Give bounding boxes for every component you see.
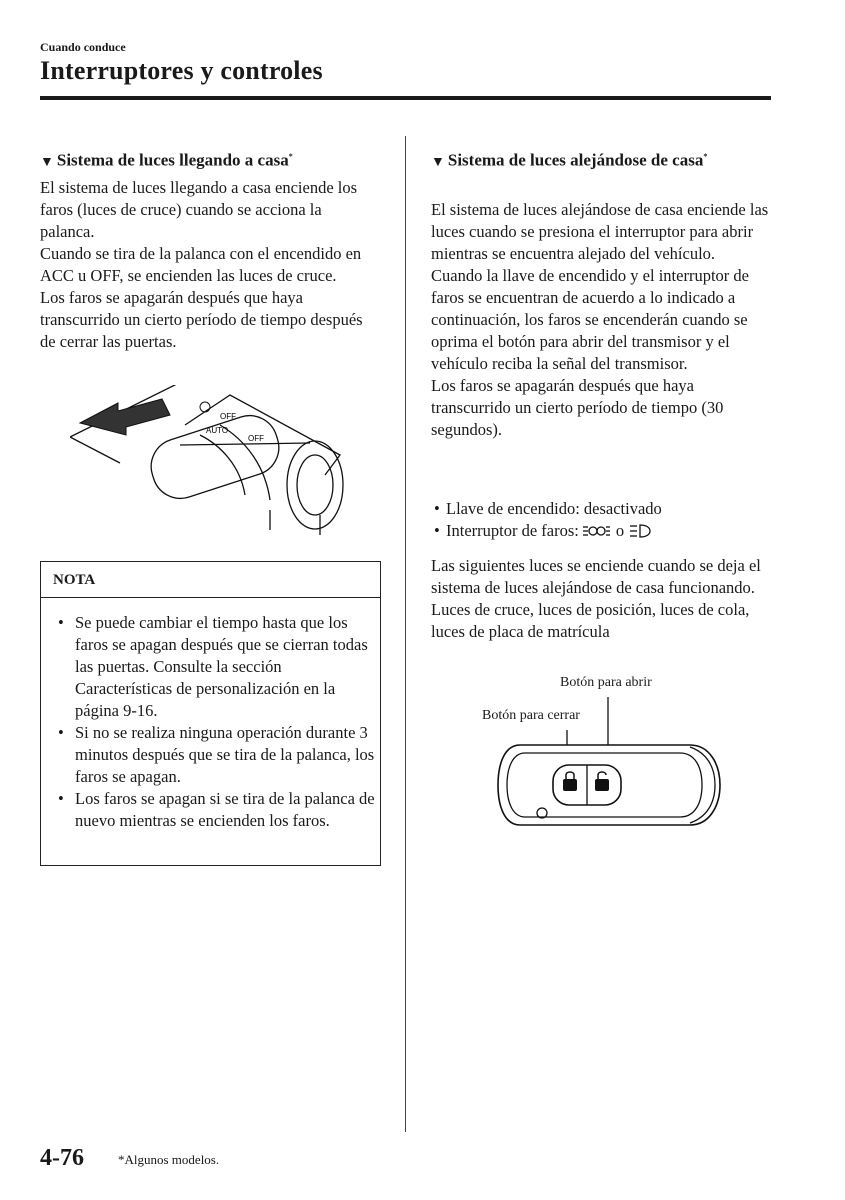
left-body (40, 177, 380, 353)
list-item (434, 498, 774, 520)
paragraph: Las siguientes luces se enciende cuando se deja el sistema de luces alejándose de casa funcionando. (431, 556, 761, 597)
right-lights-text (431, 555, 776, 643)
list-item (58, 722, 380, 788)
left-heading (40, 146, 390, 173)
lever-label-off1: OFF (220, 412, 236, 421)
lever-label-auto: AUTO (206, 426, 229, 435)
paragraph: El sistema de luces alejándose de casa enciende las luces cuando se presiona el interruptor para abrir mientras se encuentra alejado del vehículo. (431, 200, 769, 263)
column-divider (405, 136, 406, 1132)
lock-icon (563, 779, 577, 791)
asterisk-mark: * (703, 152, 708, 161)
bullet: • (434, 499, 440, 518)
title-divider (40, 96, 771, 100)
triangle-marker-icon: ▼ (40, 154, 54, 170)
close-button-callout: Botón para cerrar (482, 708, 580, 723)
right-heading (431, 146, 751, 173)
list-item (434, 520, 774, 542)
nota-title: NOTA (41, 562, 380, 598)
conditions-list (434, 498, 774, 542)
nota-item-text: Si no se realiza ninguna operación durante 3 minutos después que se tira de la palanca, los faros se apagan. (75, 723, 375, 786)
right-body (431, 199, 771, 441)
headlight-icon (629, 522, 651, 540)
bullet: • (58, 723, 64, 742)
list-item (58, 612, 380, 722)
bullet: • (434, 521, 440, 540)
bullet: • (58, 613, 64, 632)
triangle-marker-icon: ▼ (431, 154, 445, 170)
paragraph: Los faros se apagarán después que haya transcurrido un cierto período de tiempo después de cerrar las puertas. (40, 288, 363, 351)
open-button-callout: Botón para abrir (560, 675, 652, 690)
list-item (58, 788, 380, 832)
nota-item-text: Los faros se apagan si se tira de la palanca de nuevo mientras se encienden los faros. (75, 789, 375, 830)
right-heading-text: Sistema de luces alejándose de casa (447, 150, 704, 170)
asterisk-mark: * (288, 152, 293, 161)
page-title: Interruptores y controles (40, 56, 323, 85)
lever-label-off2: OFF (248, 434, 264, 443)
nota-item-text: Se puede cambiar el tiempo hasta que los faros se apagan después que se cierran todas las puertas. Consulte la sección Características de personalización en la página 9-16. (75, 613, 368, 720)
condition-text: Llave de encendido: desactivado (446, 499, 662, 518)
paragraph: Luces de cruce, luces de posición, luces de cola, luces de placa de matrícula (431, 600, 750, 641)
arrow-left-icon (80, 399, 170, 435)
parking-lights-icon (581, 522, 611, 540)
key-transmitter-illustration (495, 695, 725, 835)
headlight-lever-illustration (70, 385, 360, 535)
page-number: 4-76 (40, 1145, 84, 1171)
bullet: • (58, 789, 64, 808)
condition-text: Interruptor de faros: (446, 521, 579, 540)
paragraph: Cuando la llave de encendido y el interruptor de faros se encuentran de acuerdo a lo indicado a continuación, los faros se encenderán cuando se oprima el botón para abrir del transmisor y el vehículo reciba la señal del transmisor. (431, 266, 749, 373)
footnote: *Algunos modelos. (118, 1152, 220, 1167)
nota-box (40, 561, 381, 866)
section-label: Cuando conduce (40, 40, 126, 54)
paragraph: Los faros se apagarán después que haya transcurrido un cierto período de tiempo (30 segundos). (431, 376, 724, 439)
paragraph: El sistema de luces llegando a casa enciende los faros (luces de cruce) cuando se acciona la palanca. (40, 178, 358, 241)
left-heading-text: Sistema de luces llegando a casa (56, 150, 289, 170)
or-text: o (615, 521, 625, 540)
unlock-icon (595, 779, 609, 791)
paragraph: Cuando se tira de la palanca con el encendido en ACC u OFF, se encienden las luces de cruce. (40, 244, 362, 285)
